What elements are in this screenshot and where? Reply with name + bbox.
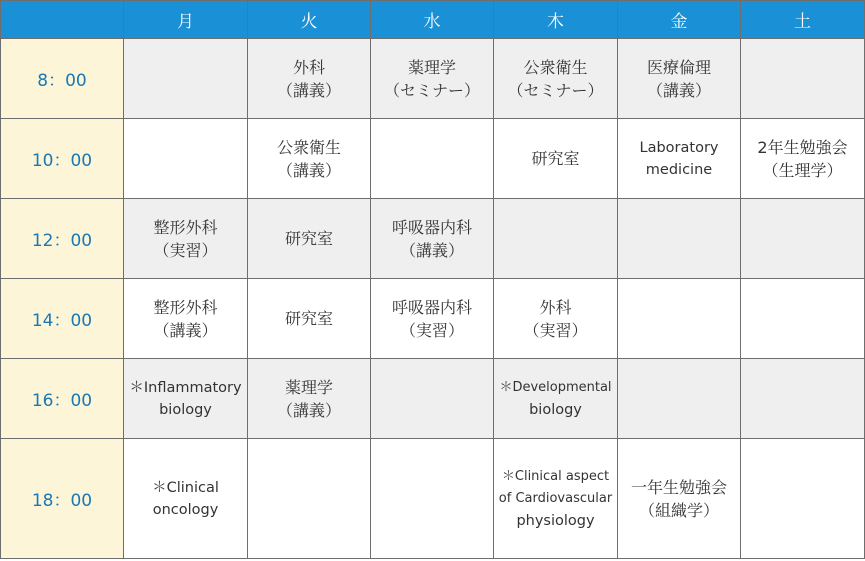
course-text: 研究室 [284, 229, 333, 248]
course-text: 薬理学 [284, 377, 333, 397]
course-text: ＊Clinical [152, 479, 219, 496]
schedule-cell-wed [371, 279, 494, 359]
schedule-cell-thu [494, 359, 618, 439]
course-text: （実習） [153, 240, 218, 260]
course-text: 薬理学 [407, 57, 456, 77]
timetable-row [1, 119, 865, 199]
course-text: ＊Developmental [499, 379, 612, 395]
timetable-row [1, 439, 865, 559]
schedule-cell-wed [371, 39, 494, 119]
course-text: 一年生勉強会 [630, 477, 727, 497]
schedule-cell-tue [248, 199, 371, 279]
schedule-cell-fri [618, 279, 741, 359]
time-label: 14：00 [1, 279, 124, 359]
schedule-cell-tue [248, 279, 371, 359]
header-corner [1, 1, 124, 39]
schedule-cell-sat [741, 279, 865, 359]
schedule-cell-thu [494, 439, 618, 559]
course-text: Laboratory [639, 139, 719, 156]
schedule-cell-wed [371, 359, 494, 439]
time-label: 8：00 [1, 39, 124, 119]
schedule-cell-fri [618, 39, 741, 119]
schedule-cell-wed [371, 199, 494, 279]
time-label: 10：00 [1, 119, 124, 199]
schedule-cell-fri [618, 199, 741, 279]
schedule-cell-sat [741, 39, 865, 119]
course-text: （セミナー） [383, 80, 480, 100]
schedule-cell-mon [124, 39, 248, 119]
schedule-cell-thu [494, 39, 618, 119]
course-text: biology [529, 401, 582, 418]
schedule-cell-thu [494, 119, 618, 199]
timetable-row [1, 359, 865, 439]
header-day-tue: 火 [248, 1, 371, 39]
course-text: medicine [645, 161, 713, 178]
course-text: （講義） [276, 80, 341, 100]
schedule-cell-sat [741, 199, 865, 279]
schedule-cell-wed [371, 119, 494, 199]
schedule-cell-fri [618, 119, 741, 199]
schedule-cell-mon [124, 279, 248, 359]
schedule-cell-tue [248, 359, 371, 439]
course-text: 外科 [539, 297, 572, 317]
course-text: of Cardiovascular [498, 490, 613, 506]
weekday-header-row [1, 1, 865, 39]
schedule-cell-mon [124, 439, 248, 559]
time-label: 16：00 [1, 359, 124, 439]
course-text: oncology [152, 501, 219, 518]
course-text: （講義） [646, 80, 711, 100]
course-text: （実習） [399, 320, 464, 340]
course-text: 呼吸器内科 [391, 217, 472, 237]
header-day-sat: 土 [741, 1, 865, 39]
course-text: （実習） [523, 320, 588, 340]
schedule-cell-thu [494, 279, 618, 359]
course-text: （講義） [399, 240, 464, 260]
time-label: 12：00 [1, 199, 124, 279]
header-day-wed: 水 [371, 1, 494, 39]
schedule-cell-mon [124, 199, 248, 279]
timetable-row [1, 279, 865, 359]
course-text: 2年生勉強会 [757, 137, 848, 157]
header-day-fri: 金 [618, 1, 741, 39]
schedule-cell-wed [371, 439, 494, 559]
schedule-cell-tue [248, 119, 371, 199]
timetable-row [1, 39, 865, 119]
schedule-cell-thu [494, 199, 618, 279]
course-text: （生理学） [762, 160, 843, 180]
schedule-cell-tue [248, 439, 371, 559]
schedule-cell-mon [124, 359, 248, 439]
course-text: ＊Inflammatory [129, 379, 242, 396]
course-text: （講義） [153, 320, 218, 340]
course-text: （講義） [276, 400, 341, 420]
course-text: 研究室 [531, 149, 580, 168]
course-text: physiology [516, 512, 595, 529]
schedule-cell-mon [124, 119, 248, 199]
time-label: 18：00 [1, 439, 124, 559]
course-text: biology [159, 401, 212, 418]
course-text: （セミナー） [507, 80, 604, 100]
schedule-cell-tue [248, 39, 371, 119]
course-text: 公衆衛生 [276, 137, 341, 157]
header-day-thu: 木 [494, 1, 618, 39]
course-text: 整形外科 [153, 297, 218, 317]
course-text: 外科 [292, 57, 325, 77]
course-text: 研究室 [284, 309, 333, 328]
course-text: 呼吸器内科 [391, 297, 472, 317]
schedule-cell-fri [618, 359, 741, 439]
course-text: 公衆衛生 [523, 57, 588, 77]
course-text: 医療倫理 [646, 57, 711, 77]
header-day-mon: 月 [124, 1, 248, 39]
schedule-cell-fri [618, 439, 741, 559]
schedule-cell-sat [741, 119, 865, 199]
course-text: ＊Clinical aspect [501, 468, 610, 484]
course-text: （講義） [276, 160, 341, 180]
schedule-cell-sat [741, 359, 865, 439]
course-text: （組織学） [638, 500, 719, 520]
timetable-row [1, 199, 865, 279]
course-text: 整形外科 [153, 217, 218, 237]
schedule-cell-sat [741, 439, 865, 559]
